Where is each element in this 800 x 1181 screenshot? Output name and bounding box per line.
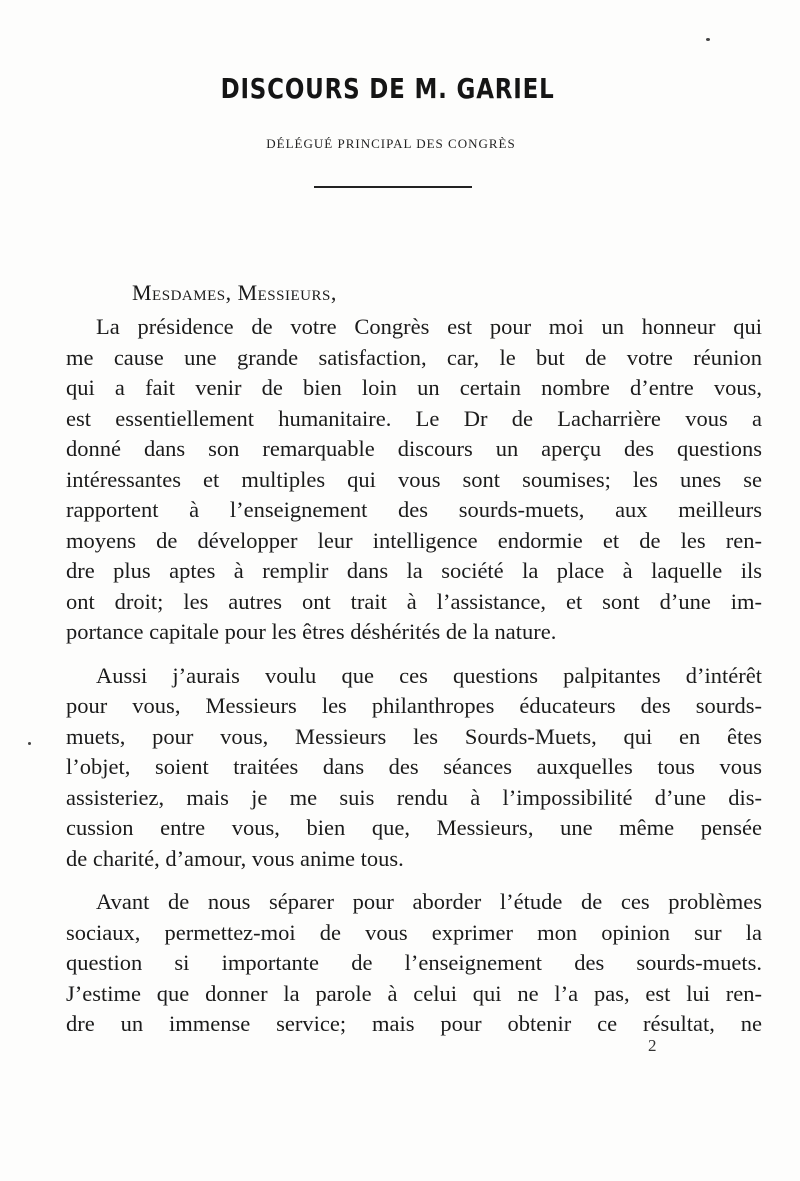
text-line: question si importante de l’enseignement des sourds-muets. — [66, 950, 762, 975]
text-line: assisteriez, mais je me suis rendu à l’impossibilité d’une dis- — [66, 784, 762, 810]
title-divider — [314, 186, 472, 188]
body-text — [36, 312, 762, 1053]
paragraph-2 — [36, 661, 762, 875]
text-line: J’estime que donner la parole à celui qui ne l’a pas, est lui ren- — [66, 980, 762, 1006]
text-line: intéressantes et multiples qui vous sont soumises; les unes se — [66, 466, 762, 492]
salutation: Mesdames, Messieurs, — [132, 280, 337, 305]
text-line: sociaux, permettez-moi de vous exprimer mon opinion sur la — [66, 919, 762, 945]
text-line: de charité, d’amour, vous anime tous. — [66, 845, 404, 871]
text-line: Aussi j’aurais voulu que ces questions palpitantes d’intérêt — [96, 662, 762, 688]
text-line: pour vous, Messieurs les philanthropes éducateurs des sourds- — [66, 693, 762, 718]
text-line: portance capitale pour les êtres déshérités de la nature. — [66, 619, 557, 644]
page-number: 2 — [648, 1036, 657, 1055]
text-line: Avant de nous séparer pour aborder l’étude de ces problèmes — [96, 889, 762, 914]
page-title: DISCOURS DE M. GARIEL — [220, 72, 555, 105]
page-subtitle: DÉLÉGUÉ PRINCIPAL DES CONGRÈS — [266, 136, 516, 151]
text-line: muets, pour vous, Messieurs les Sourds-Muets, qui en êtes — [66, 723, 762, 749]
text-line: ont droit; les autres ont trait à l’assistance, et sont d’une im- — [66, 588, 762, 614]
text-line: cussion entre vous, bien que, Messieurs, une même pensée — [66, 815, 762, 840]
text-line: rapportent à l’enseignement des sourds-muets, aux meilleurs — [66, 497, 762, 522]
paragraph-3 — [36, 887, 762, 1040]
text-line: moyens de développer leur intelligence endormie et de les ren- — [66, 527, 762, 553]
text-line: donné dans son remarquable discours un aperçu des questions — [66, 436, 762, 461]
text-line: me cause une grande satisfaction, car, le but de votre réunion — [66, 344, 762, 370]
text-line: est essentiellement humanitaire. Le Dr de Lacharrière vous a — [66, 405, 762, 431]
paragraph-1 — [36, 312, 762, 648]
text-line: l’objet, soient traitées dans des séances auxquelles tous vous — [66, 754, 762, 779]
text-line: dre un immense service; mais pour obtenir ce résultat, ne — [66, 1011, 762, 1036]
print-speck — [706, 38, 710, 41]
text-line: qui a fait venir de bien loin un certain nombre d’entre vous, — [66, 375, 762, 400]
text-line: dre plus aptes à remplir dans la société la place à laquelle ils — [66, 558, 762, 583]
print-speck — [28, 742, 31, 745]
text-line: La présidence de votre Congrès est pour moi un honneur qui — [96, 314, 762, 339]
